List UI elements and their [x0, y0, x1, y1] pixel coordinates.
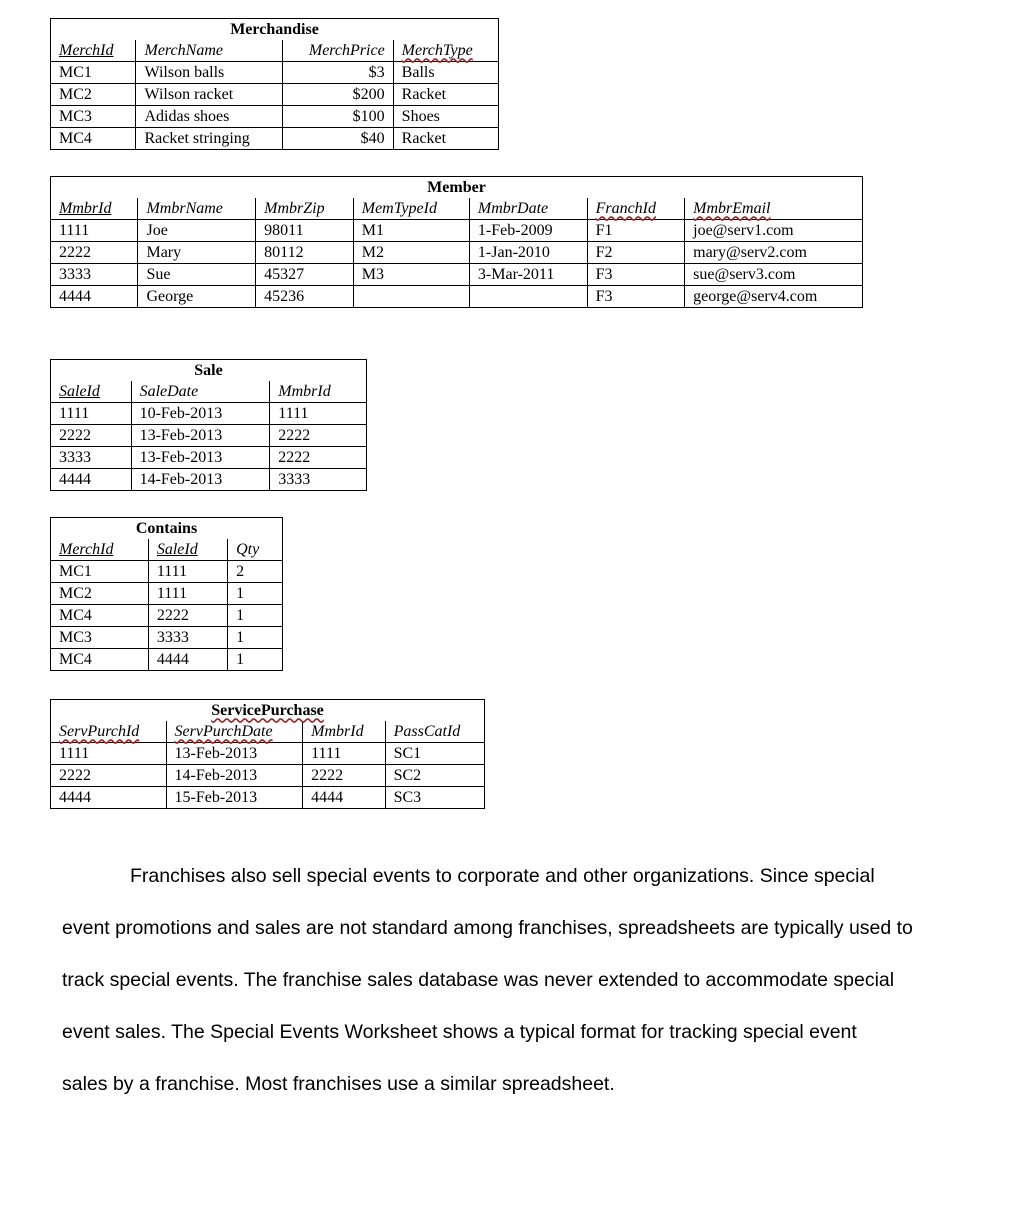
column-header: PassCatId: [385, 721, 484, 743]
column-header: SaleId: [51, 381, 132, 403]
cell: Racket: [393, 84, 498, 106]
table-row: [51, 627, 283, 649]
cell: 1: [228, 627, 283, 649]
cell: M1: [353, 220, 469, 242]
cell: MC4: [51, 649, 149, 671]
cell: 3-Mar-2011: [469, 264, 587, 286]
cell: 3333: [148, 627, 227, 649]
cell: M2: [353, 242, 469, 264]
cell: M3: [353, 264, 469, 286]
cell: 4444: [148, 649, 227, 671]
table-row: [51, 765, 485, 787]
cell: 13-Feb-2013: [166, 743, 303, 765]
cell: Sue: [138, 264, 256, 286]
cell: 1-Jan-2010: [469, 242, 587, 264]
cell: [353, 286, 469, 308]
cell: 4444: [51, 286, 138, 308]
cell: Wilson balls: [136, 62, 282, 84]
cell: 4444: [303, 787, 385, 809]
cell: mary@serv2.com: [685, 242, 863, 264]
cell: 45236: [256, 286, 354, 308]
paragraph-line: event sales. The Special Events Worksheet shows a typical format for tracking special event: [62, 1021, 857, 1043]
merchandise-table: [50, 18, 499, 150]
cell: 13-Feb-2013: [131, 447, 270, 469]
cell: 10-Feb-2013: [131, 403, 270, 425]
cell: 3333: [51, 264, 138, 286]
cell: MC1: [51, 561, 149, 583]
member-table: [50, 176, 863, 308]
column-header: MmbrId: [270, 381, 367, 403]
cell: joe@serv1.com: [685, 220, 863, 242]
cell: SC2: [385, 765, 484, 787]
table-row: [51, 286, 863, 308]
column-header: MerchType: [393, 40, 498, 62]
column-header: ServPurchDate: [166, 721, 303, 743]
table-title: Contains: [51, 518, 283, 540]
cell: $40: [282, 128, 393, 150]
table-row: [51, 84, 499, 106]
table-row: [51, 787, 485, 809]
column-header: Qty: [228, 539, 283, 561]
paragraph-line: sales by a franchise. Most franchises use a similar spreadsheet.: [62, 1073, 615, 1095]
table-title: Merchandise: [51, 19, 499, 41]
cell: 2222: [270, 447, 367, 469]
cell: MC1: [51, 62, 136, 84]
cell: 2: [228, 561, 283, 583]
cell: Adidas shoes: [136, 106, 282, 128]
column-header: MerchPrice: [282, 40, 393, 62]
table-row: [51, 425, 367, 447]
table-row: [51, 583, 283, 605]
cell: 3333: [270, 469, 367, 491]
cell: F2: [587, 242, 685, 264]
cell: 1111: [51, 403, 132, 425]
cell: george@serv4.com: [685, 286, 863, 308]
table-row: [51, 106, 499, 128]
column-header: MmbrId: [51, 198, 138, 220]
cell: Balls: [393, 62, 498, 84]
cell: MC4: [51, 128, 136, 150]
cell: Racket: [393, 128, 498, 150]
table-row: [51, 242, 863, 264]
contains-table: [50, 517, 283, 671]
column-header: MmbrDate: [469, 198, 587, 220]
column-header: ServPurchId: [51, 721, 167, 743]
table-row: [51, 128, 499, 150]
column-header: MerchName: [136, 40, 282, 62]
paragraph-line: event promotions and sales are not standard among franchises, spreadsheets are typically used to: [62, 917, 913, 939]
cell: 1: [228, 649, 283, 671]
cell: Racket stringing: [136, 128, 282, 150]
cell: MC2: [51, 84, 136, 106]
service-purchase-table: [50, 699, 485, 809]
cell: 3333: [51, 447, 132, 469]
table-title: Sale: [51, 360, 367, 382]
cell: 1-Feb-2009: [469, 220, 587, 242]
cell: 1: [228, 583, 283, 605]
cell: 2222: [270, 425, 367, 447]
cell: $200: [282, 84, 393, 106]
cell: $100: [282, 106, 393, 128]
cell: F3: [587, 286, 685, 308]
column-header: MmbrEmail: [685, 198, 863, 220]
table-row: [51, 447, 367, 469]
cell: 80112: [256, 242, 354, 264]
cell: 1111: [303, 743, 385, 765]
cell: SC1: [385, 743, 484, 765]
cell: 2222: [51, 242, 138, 264]
cell: sue@serv3.com: [685, 264, 863, 286]
table-row: [51, 561, 283, 583]
body-paragraph: [62, 850, 962, 1110]
cell: 13-Feb-2013: [131, 425, 270, 447]
cell: Shoes: [393, 106, 498, 128]
cell: George: [138, 286, 256, 308]
cell: MC3: [51, 106, 136, 128]
column-header: MmbrName: [138, 198, 256, 220]
table-row: [51, 403, 367, 425]
cell: Joe: [138, 220, 256, 242]
cell: MC3: [51, 627, 149, 649]
table-row: [51, 649, 283, 671]
table-row: [51, 469, 367, 491]
column-header: MemTypeId: [353, 198, 469, 220]
cell: F1: [587, 220, 685, 242]
cell: [469, 286, 587, 308]
cell: 1111: [148, 561, 227, 583]
cell: 2222: [303, 765, 385, 787]
table-row: [51, 62, 499, 84]
cell: SC3: [385, 787, 484, 809]
cell: 2222: [148, 605, 227, 627]
table-row: [51, 220, 863, 242]
table-row: [51, 743, 485, 765]
cell: MC4: [51, 605, 149, 627]
table-row: [51, 264, 863, 286]
paragraph-line: track special events. The franchise sales database was never extended to accommodate special: [62, 969, 895, 991]
table-row: [51, 605, 283, 627]
cell: 14-Feb-2013: [166, 765, 303, 787]
cell: 1111: [51, 220, 138, 242]
cell: F3: [587, 264, 685, 286]
cell: 45327: [256, 264, 354, 286]
paragraph-line: Franchises also sell special events to corporate and other organizations. Since special: [130, 865, 875, 887]
column-header: MmbrId: [303, 721, 385, 743]
cell: 1: [228, 605, 283, 627]
cell: MC2: [51, 583, 149, 605]
sale-table: [50, 359, 367, 491]
column-header: MerchId: [51, 40, 136, 62]
cell: 15-Feb-2013: [166, 787, 303, 809]
table-title: ServicePurchase: [51, 700, 485, 722]
cell: 14-Feb-2013: [131, 469, 270, 491]
cell: 2222: [51, 765, 167, 787]
cell: 4444: [51, 469, 132, 491]
cell: 4444: [51, 787, 167, 809]
column-header: SaleId: [148, 539, 227, 561]
cell: Mary: [138, 242, 256, 264]
column-header: FranchId: [587, 198, 685, 220]
column-header: SaleDate: [131, 381, 270, 403]
cell: 1111: [51, 743, 167, 765]
cell: 98011: [256, 220, 354, 242]
cell: 1111: [270, 403, 367, 425]
column-header: MmbrZip: [256, 198, 354, 220]
column-header: MerchId: [51, 539, 149, 561]
table-title: Member: [51, 177, 863, 199]
cell: 1111: [148, 583, 227, 605]
cell: $3: [282, 62, 393, 84]
cell: Wilson racket: [136, 84, 282, 106]
cell: 2222: [51, 425, 132, 447]
